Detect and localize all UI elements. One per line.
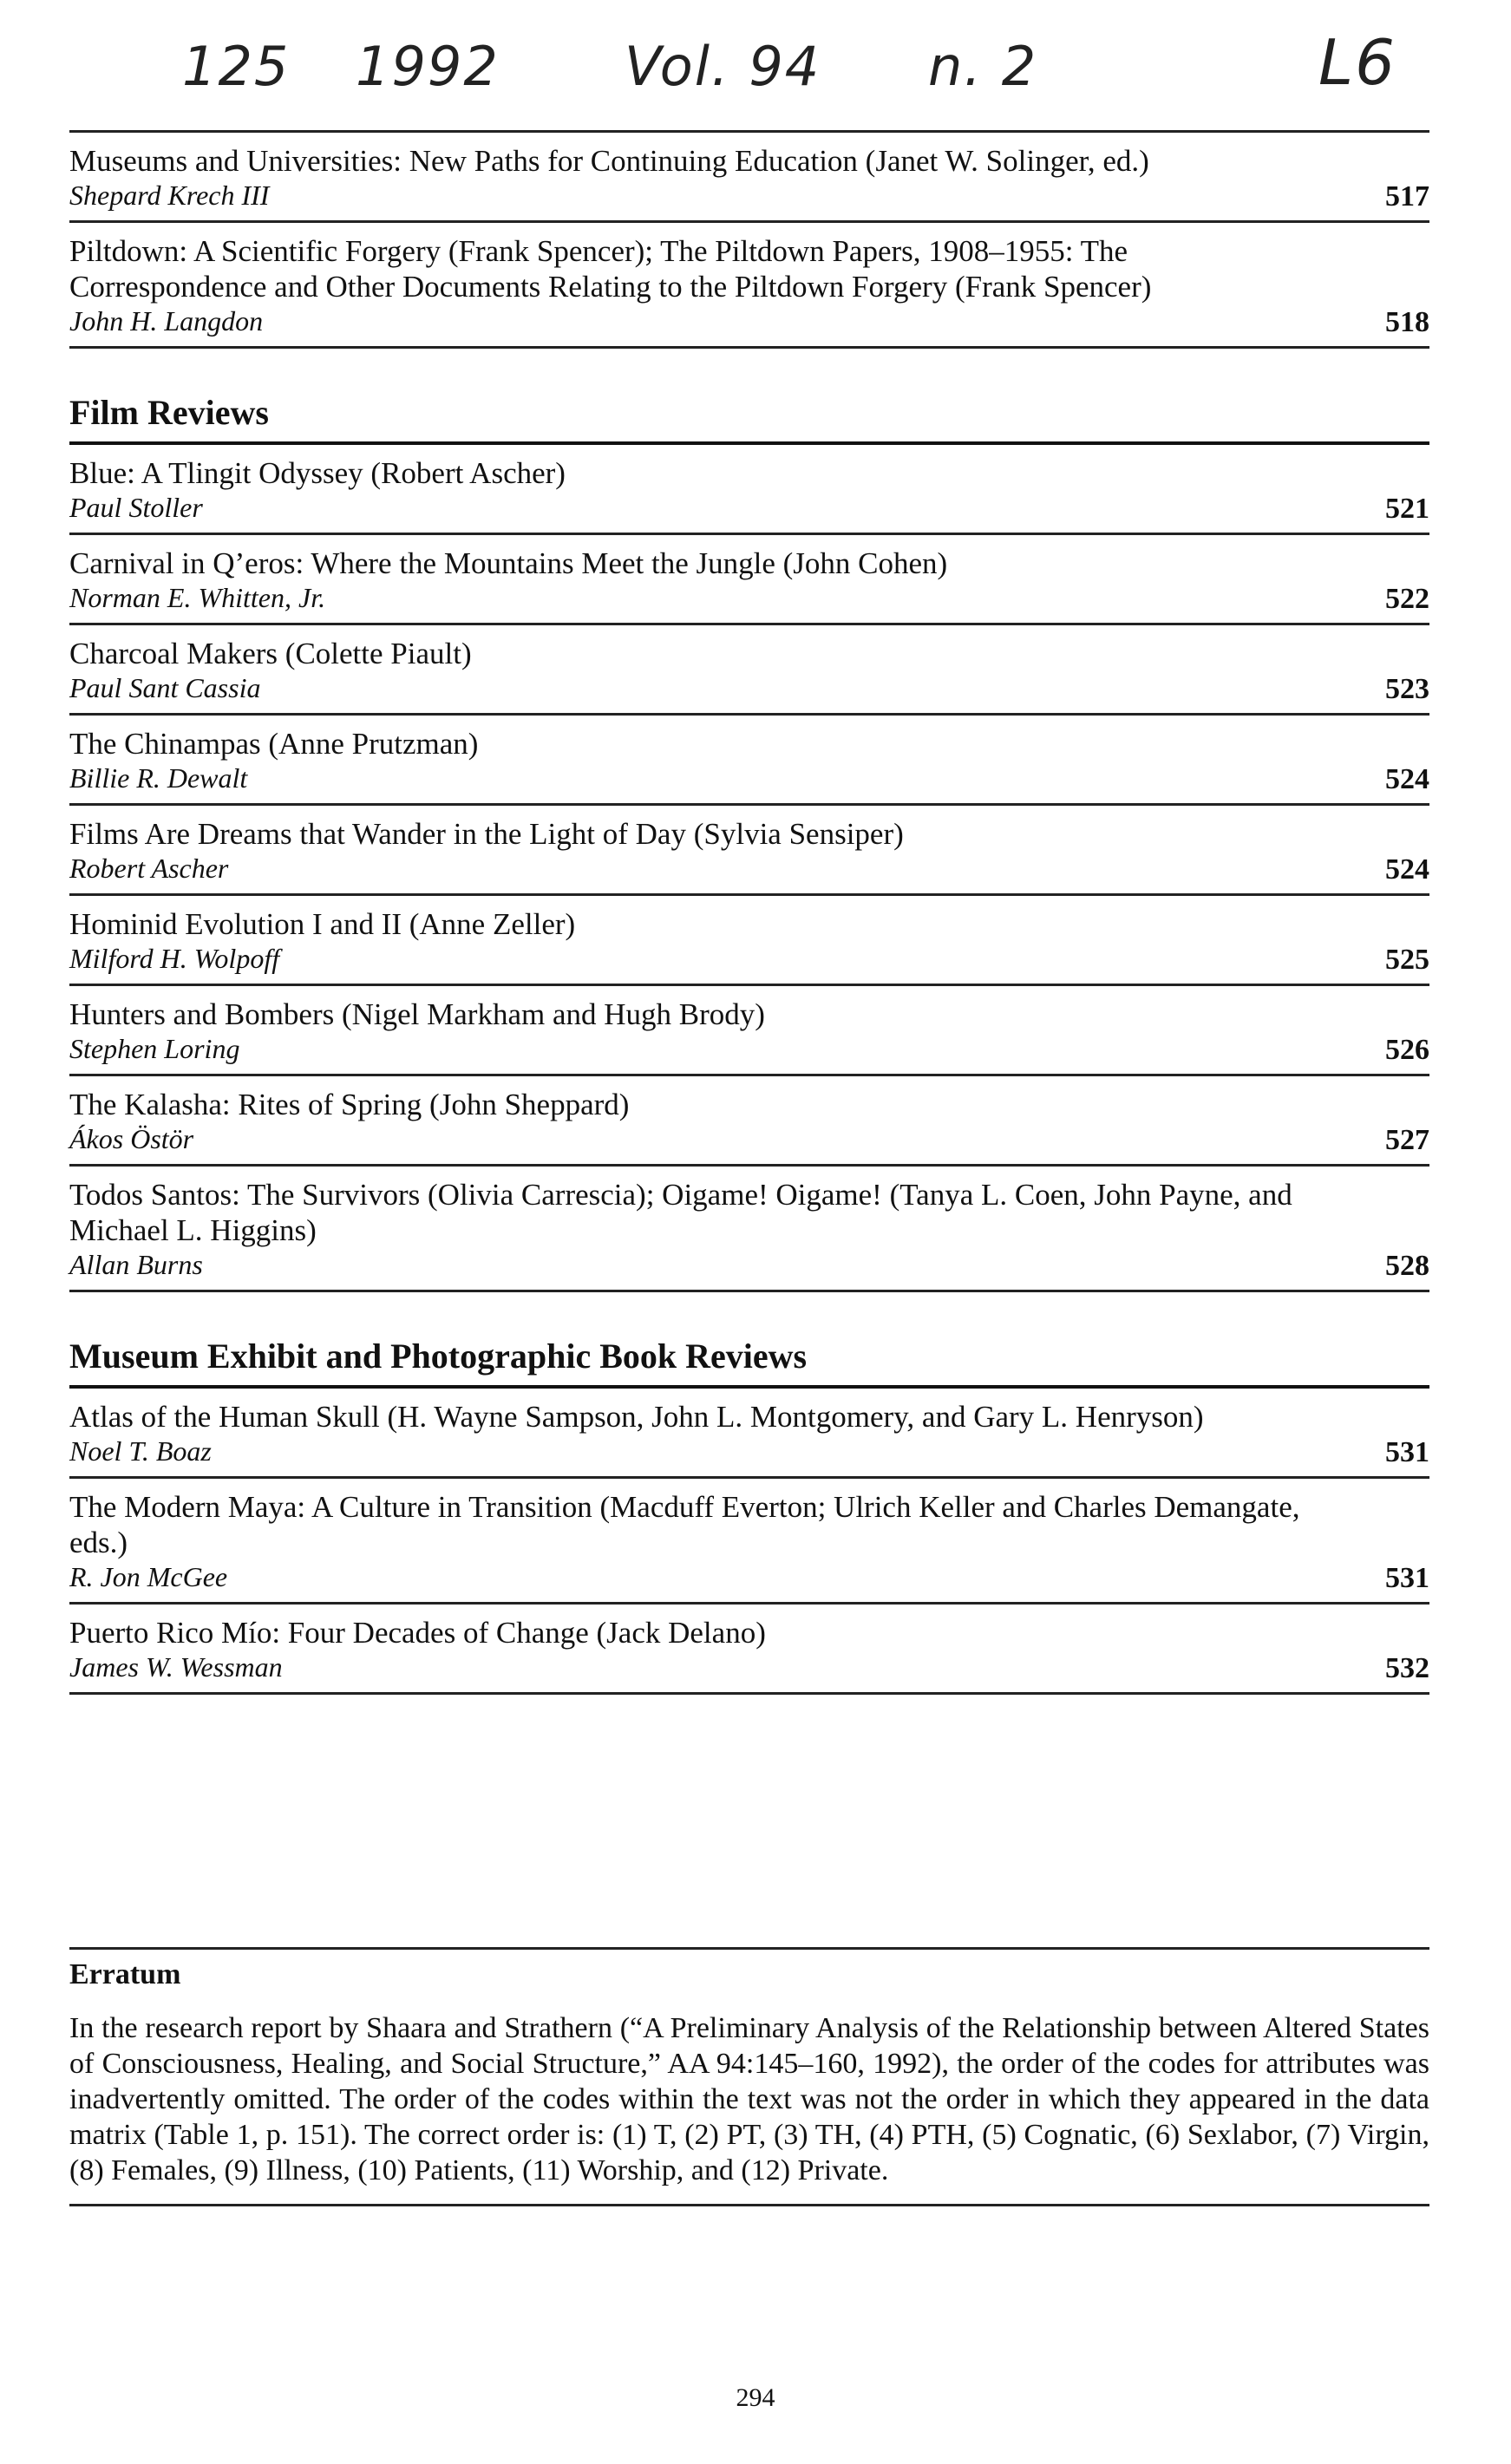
author-row [69, 852, 1429, 885]
author-row [69, 1560, 1429, 1593]
review-page-number: 524 [1385, 763, 1429, 795]
reviewer-name: John H. Langdon [69, 305, 264, 337]
author-row [69, 942, 1429, 975]
handwritten-number: 125 [182, 35, 291, 98]
review-title: Puerto Rico Mío: Four Decades of Change (Jack Delano) [69, 1616, 766, 1650]
reviewer-name: Paul Stoller [69, 492, 203, 523]
top-entries [69, 133, 1429, 349]
page-number: 294 [736, 2383, 775, 2412]
review-entry [69, 1167, 1429, 1292]
author-row [69, 1248, 1429, 1281]
handwritten-code: L6 [1318, 26, 1397, 99]
author-row [69, 581, 1429, 614]
review-page-number: 517 [1385, 180, 1429, 212]
review-page-number: 531 [1385, 1562, 1429, 1594]
review-title: Todos Santos: The Survivors (Olivia Carrescia); Oigame! Oigame! (Tanya L. Coen, John Payne, and Michael L. Higgins) [69, 1178, 1292, 1247]
author-row [69, 179, 1429, 212]
reviewer-name: Robert Ascher [69, 853, 229, 884]
handwritten-year: 1992 [356, 35, 500, 98]
review-title: Hunters and Bombers (Nigel Markham and Hugh Brody) [69, 997, 765, 1031]
review-title: Piltdown: A Scientific Forgery (Frank Spencer); The Piltdown Papers, 1908–1955: The Correspondence and Other Documents Relating to the Piltdown Forgery (Frank Spencer) [69, 234, 1152, 304]
reviewer-name: Paul Sant Cassia [69, 672, 261, 703]
author-row [69, 761, 1429, 794]
handwritten-issue: n. 2 [928, 35, 1038, 98]
review-entry [69, 1389, 1429, 1479]
review-page-number: 531 [1385, 1436, 1429, 1468]
review-title: The Kalasha: Rites of Spring (John Sheppard) [69, 1088, 630, 1121]
review-entry [69, 625, 1429, 716]
film-review-entries [69, 445, 1429, 1292]
review-page-number: 524 [1385, 853, 1429, 886]
author-row [69, 1032, 1429, 1065]
review-entry [69, 445, 1429, 535]
author-row [69, 671, 1429, 704]
review-entry [69, 806, 1429, 896]
review-page-number: 526 [1385, 1034, 1429, 1066]
handwritten-annotation [182, 17, 1449, 121]
review-title: The Modern Maya: A Culture in Transition (Macduff Everton; Ulrich Keller and Charles Demangate, eds.) [69, 1490, 1300, 1559]
review-entry [69, 1076, 1429, 1167]
reviewer-name: Noel T. Boaz [69, 1435, 212, 1467]
review-page-number: 521 [1385, 493, 1429, 525]
reviewer-name: Norman E. Whitten, Jr. [69, 582, 326, 613]
review-title: Atlas of the Human Skull (H. Wayne Sampson, John L. Montgomery, and Gary L. Henryson) [69, 1400, 1204, 1434]
erratum-text: In the research report by Shaara and Strathern (“A Preliminary Analysis of the Relationship between Altered States of Consciousness, Healing, and Social Structure,” AA 94:145–160, 1992), the order of the codes for attributes was inadvertently omitted. The order of the codes within the text was not the order in which they appeared in the data matrix (Table 1, p. 151). The correct order is: (1) T, (2) PT, (3) TH, (4) PTH, (5) Cognatic, (6) Sexlabor, (7) Virgin, (8) Females, (9) Illness, (10) Patients, (11) Worship, and (12) Private. [69, 2012, 1429, 2186]
author-row [69, 491, 1429, 524]
review-entry [69, 223, 1429, 349]
handwritten-volume: Vol. 94 [625, 35, 821, 98]
reviewer-name: Allan Burns [69, 1249, 203, 1280]
reviewer-name: Ákos Östör [69, 1123, 194, 1154]
review-page-number: 528 [1385, 1250, 1429, 1282]
author-row [69, 304, 1429, 337]
author-row [69, 1122, 1429, 1155]
author-row [69, 1650, 1429, 1683]
review-title: Films Are Dreams that Wander in the Light of Day (Sylvia Sensiper) [69, 817, 904, 851]
author-row [69, 1435, 1429, 1467]
review-page-number: 527 [1385, 1124, 1429, 1156]
reviewer-name: Shepard Krech III [69, 180, 270, 211]
review-entry [69, 535, 1429, 625]
erratum-box [69, 1947, 1429, 2206]
review-title: Carnival in Q’eros: Where the Mountains Meet the Jungle (John Cohen) [69, 546, 948, 580]
review-entry [69, 1479, 1429, 1605]
review-page-number: 522 [1385, 583, 1429, 615]
review-page-number: 518 [1385, 306, 1429, 338]
contents-page [69, 130, 1429, 1695]
review-title: Charcoal Makers (Colette Piault) [69, 637, 472, 670]
review-entry [69, 1605, 1429, 1695]
review-entry [69, 716, 1429, 806]
museum-review-entries [69, 1389, 1429, 1695]
review-page-number: 532 [1385, 1652, 1429, 1684]
reviewer-name: Stephen Loring [69, 1033, 240, 1064]
review-title: Museums and Universities: New Paths for Continuing Education (Janet W. Solinger, ed.) [69, 144, 1149, 178]
reviewer-name: Billie R. Dewalt [69, 762, 248, 794]
review-page-number: 525 [1385, 944, 1429, 976]
erratum-heading: Erratum [69, 1958, 181, 1990]
review-entry [69, 986, 1429, 1076]
reviewer-name: James W. Wessman [69, 1651, 283, 1683]
review-title: The Chinampas (Anne Prutzman) [69, 727, 479, 761]
review-entry [69, 896, 1429, 986]
reviewer-name: R. Jon McGee [69, 1561, 228, 1592]
review-title: Blue: A Tlingit Odyssey (Robert Ascher) [69, 456, 566, 490]
review-entry [69, 133, 1429, 223]
museum-reviews-heading: Museum Exhibit and Photographic Book Reviews [69, 1322, 1429, 1389]
review-page-number: 523 [1385, 673, 1429, 705]
review-title: Hominid Evolution I and II (Anne Zeller) [69, 907, 576, 941]
film-reviews-heading: Film Reviews [69, 378, 1429, 445]
reviewer-name: Milford H. Wolpoff [69, 943, 280, 974]
